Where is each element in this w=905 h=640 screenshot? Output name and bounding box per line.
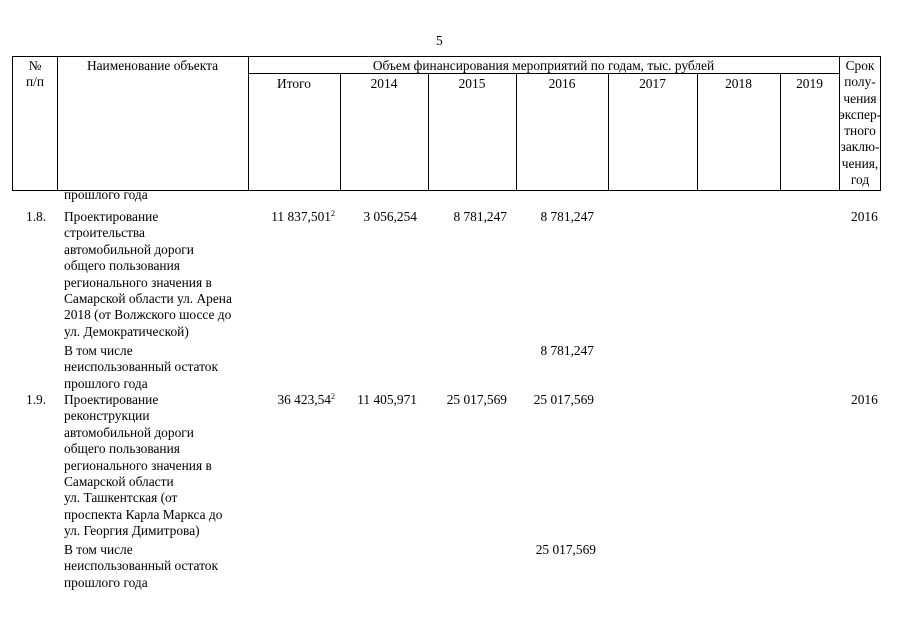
- row-sub-name: В том числе неиспользованный остаток прошлого года: [64, 343, 218, 391]
- header-2018: 2018: [725, 76, 752, 91]
- carryover-text: прошлого года: [64, 187, 148, 202]
- row-name: Проектирование строительства автомобильной дороги общего пользования регионального значения в Самарской области ул. Арена 2018 (от Волжского шоссе до ул. Демократической): [64, 209, 232, 339]
- footnote-mark: 2: [331, 209, 335, 218]
- header-2014: 2014: [370, 76, 398, 91]
- footnote-mark: 2: [331, 392, 335, 401]
- header-2015: 2015: [458, 76, 486, 91]
- row-name: Проектирование реконструкции автомобильной дороги общего пользования регионального значения в Самарской области ул. Ташкентская (от проспекта Карла Маркса до ул. Георгия Димитрова): [64, 392, 223, 539]
- row-sub-2016: 8 781,247: [540, 343, 594, 358]
- row-2014: 3 056,254: [363, 209, 417, 224]
- row-2015: 8 781,247: [453, 209, 507, 224]
- header-2017: 2017: [639, 76, 666, 91]
- page-number: 5: [436, 33, 443, 48]
- header-total: Итого: [277, 76, 311, 91]
- row-2014: 11 405,971: [357, 392, 417, 407]
- header-2016: 2016: [548, 76, 576, 91]
- header-2019: 2019: [796, 76, 823, 91]
- row-num: 1.8.: [26, 209, 47, 224]
- header-num: № п/п: [25, 58, 45, 90]
- row-num: 1.9.: [26, 392, 47, 407]
- row-2016: 25 017,569: [533, 392, 594, 407]
- row-2015: 25 017,569: [446, 392, 507, 407]
- row-term: 2016: [851, 392, 878, 407]
- row-sub-2016: 25 017,569: [535, 542, 596, 557]
- header-term: Срок полу- чения экспер- тного заклю- чения, год: [839, 58, 882, 188]
- header-funding: Объем финансирования мероприятий по годам, тыс. рублей: [372, 58, 715, 73]
- row-sub-name: В том числе неиспользованный остаток прошлого года: [64, 542, 218, 590]
- header-name: Наименование объекта: [86, 58, 219, 73]
- row-total: 36 423,54$^2$: [277, 392, 335, 407]
- row-term: 2016: [851, 209, 878, 224]
- row-total: 11 837,501$^2$: [271, 209, 335, 224]
- row-2016: 8 781,247: [540, 209, 594, 224]
